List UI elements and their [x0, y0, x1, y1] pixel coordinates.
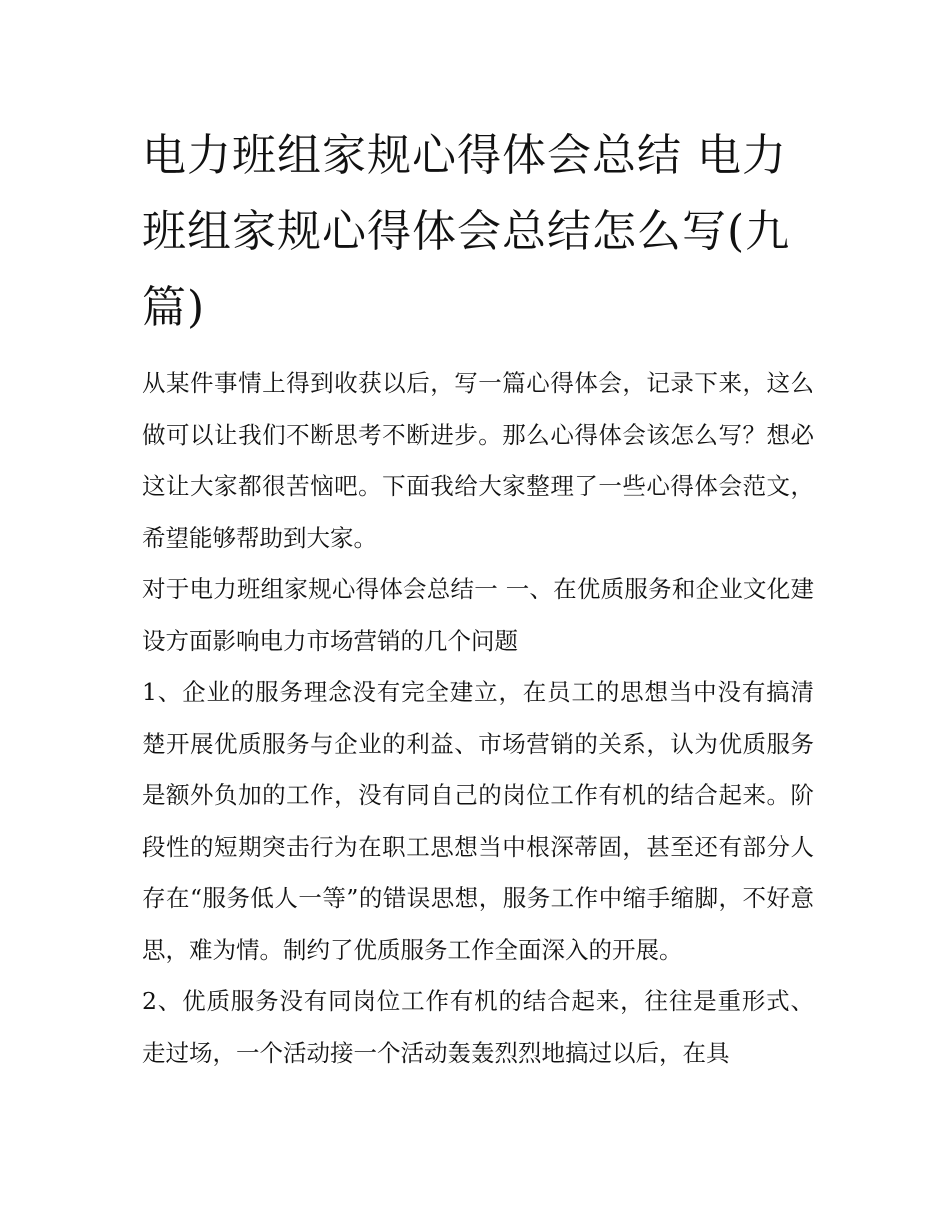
- paragraph-section-heading: 对于电力班组家规心得体会总结一 一、在优质服务和企业文化建设方面影响电力市场营销的几个问题: [142, 575, 814, 655]
- paragraph-intro: 从某件事情上得到收获以后，写一篇心得体会，记录下来，这么做可以让我们不断思考不断进步。那么心得体会该怎么写？想必这让大家都很苦恼吧。下面我给大家整理了一些心得体会范文，希望能够帮助到大家。: [142, 369, 814, 552]
- document-body: [142, 118, 814, 1079]
- document-title: 电力班组家规心得体会总结 电力班组家规心得体会总结怎么写(九篇): [142, 130, 791, 333]
- paragraph-point-1: 1、企业的服务理念没有完全建立，在员工的思想当中没有搞清楚开展优质服务与企业的利益、市场营销的关系，认为优质服务是额外负加的工作，没有同自己的岗位工作有机的结合起来。阶段性的短期突击行为在职工思想当中根深蒂固，甚至还有部分人存在“服务低人一等”的错误思想，服务工作中缩手缩脚，不好意思，难为情。制约了优质服务工作全面深入的开展。: [142, 678, 814, 964]
- paragraph-point-2: 2、优质服务没有同岗位工作有机的结合起来，往往是重形式、走过场，一个活动接一个活动轰轰烈烈地搞过以后，在具: [142, 987, 814, 1067]
